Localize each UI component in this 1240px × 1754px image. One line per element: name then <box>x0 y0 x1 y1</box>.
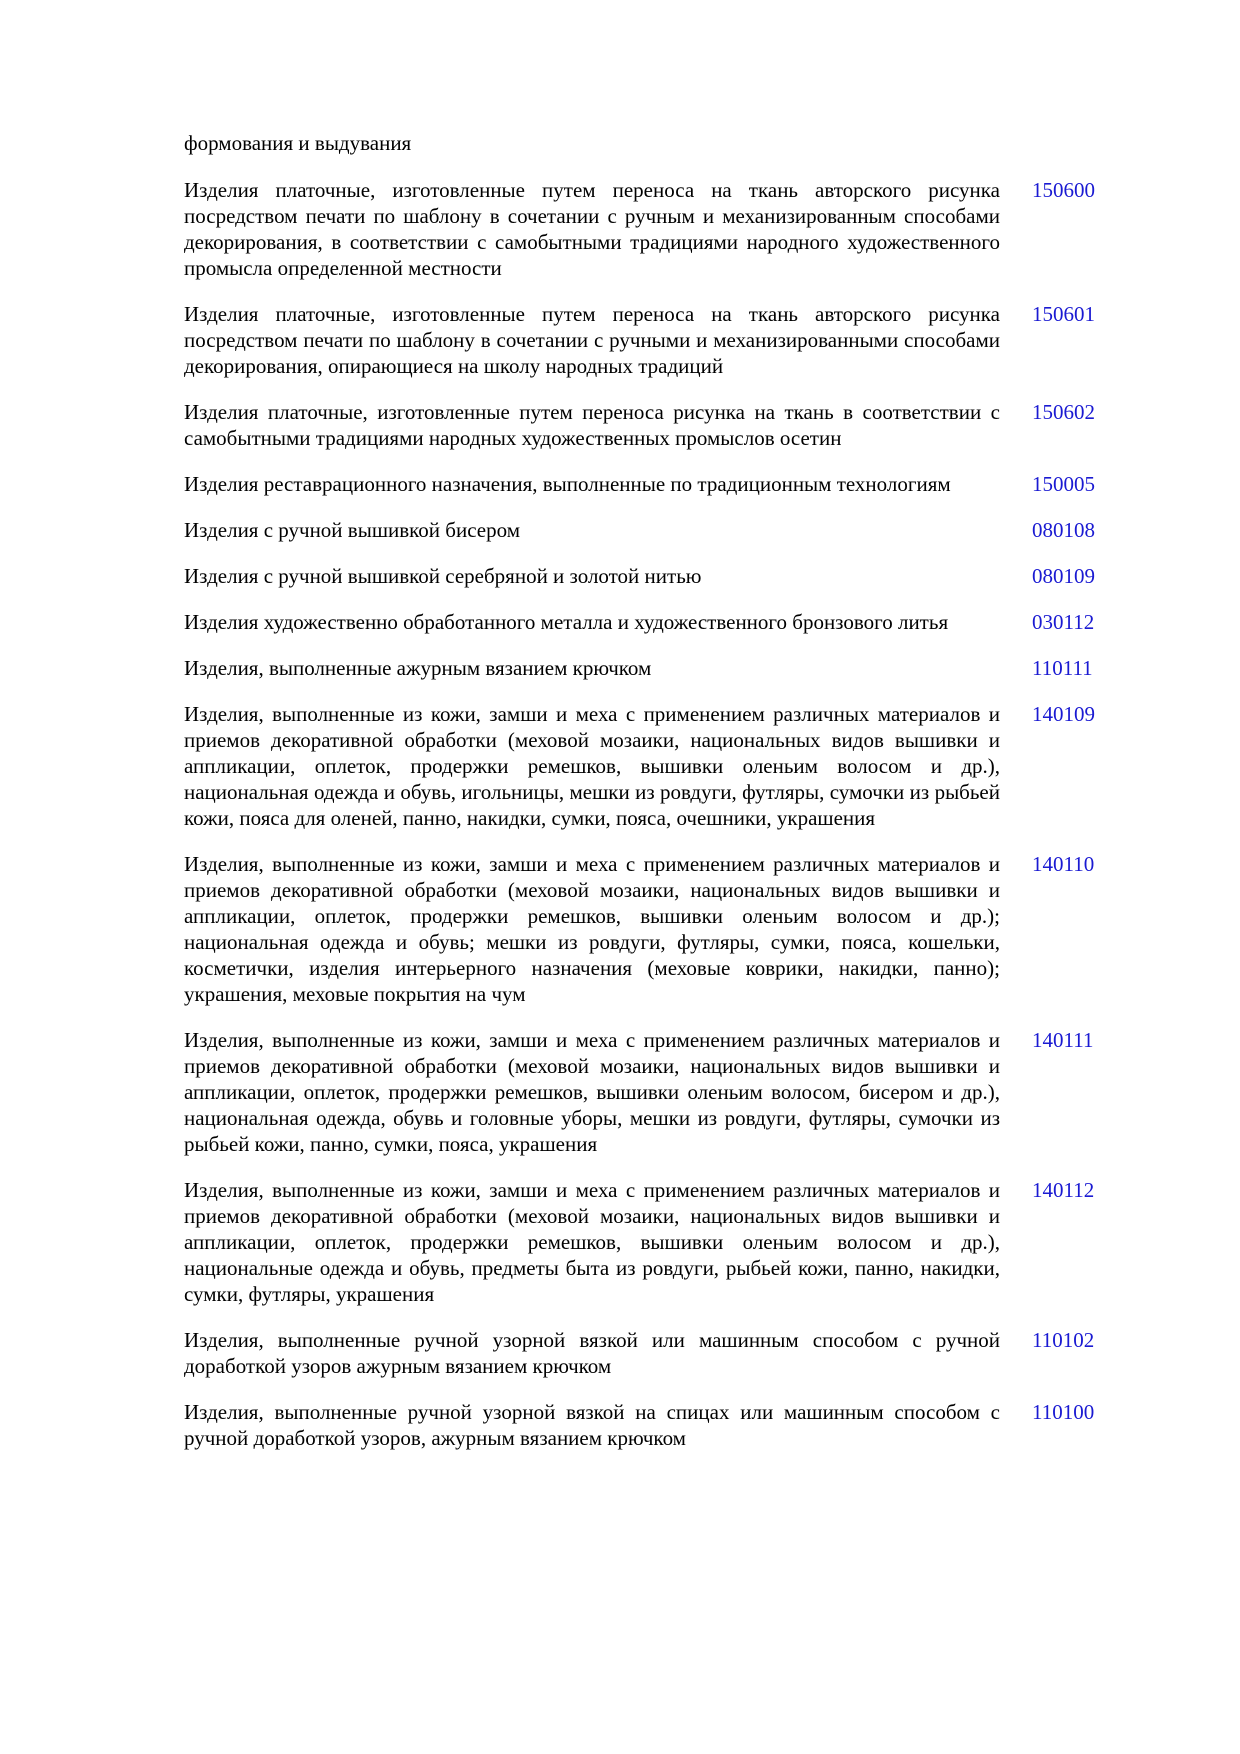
entry-description: Изделия платочные, изготовленные путем переноса на ткань авторского рисунка посредством печати по шаблону в сочетании с ручным и механизированным способами декорирования, в соответствии с самобытными традициями народного художественного промысла определенной местности <box>184 178 1000 280</box>
list-item <box>184 471 1104 497</box>
entry-description: Изделия, выполненные из кожи, замши и меха с применением различных материалов и приемов декоративной обработки (меховой мозаики, национальных видов вышивки и аппликации, оплеток, продержки ремешков, вышивки оленьим волосом и др.); национальная одежда и обувь; мешки из ровдуги, футляры, сумки, пояса, кошельки, косметички, изделия интерьерного назначения (меховые коврики, накидки, панно); украшения, меховые покрытия на чум <box>184 852 1000 1006</box>
entry-description: Изделия художественно обработанного металла и художественного бронзового литья <box>184 610 949 634</box>
entry-code: 150600 <box>1032 178 1095 202</box>
list-item <box>184 1399 1104 1451</box>
list-item <box>184 1177 1104 1307</box>
entry-description: Изделия, выполненные ручной узорной вязкой на спицах или машинным способом с ручной доработкой узоров, ажурным вязанием крючком <box>184 1400 1000 1450</box>
entry-code: 110100 <box>1032 1400 1095 1424</box>
entry-description: Изделия с ручной вышивкой серебряной и золотой нитью <box>184 564 702 588</box>
list-item <box>184 655 1104 681</box>
entries-list <box>184 177 1104 1471</box>
continuation-text: формования и выдувания <box>184 131 412 155</box>
entry-description: Изделия, выполненные из кожи, замши и меха с применением различных материалов и приемов декоративной обработки (меховой мозаики, национальных видов вышивки и аппликации, оплеток, продержки ремешков, вышивки оленьим волосом, бисером и др.), национальная одежда, обувь и головные уборы, мешки из ровдуги, футляры, сумочки из рыбьей кожи, панно, сумки, пояса, украшения <box>184 1028 1000 1156</box>
entry-code: 110111 <box>1032 656 1093 680</box>
list-item <box>184 1327 1104 1379</box>
list-item <box>184 609 1104 635</box>
entry-code: 080108 <box>1032 518 1095 542</box>
entry-code: 140109 <box>1032 702 1095 726</box>
list-item <box>184 851 1104 1007</box>
list-item <box>184 1027 1104 1157</box>
list-item <box>184 177 1104 281</box>
entry-code: 150005 <box>1032 472 1095 496</box>
entry-description: Изделия, выполненные из кожи, замши и меха с применением различных материалов и приемов декоративной обработки (меховой мозаики, национальных видов вышивки и аппликации, оплеток, продержки ремешков, вышивки оленьим волосом и др.), национальная одежда и обувь, игольницы, мешки из ровдуги, футляры, сумочки из рыбьей кожи, пояса для оленей, панно, накидки, сумки, пояса, очешники, украшения <box>184 702 1000 830</box>
entry-code: 110102 <box>1032 1328 1095 1352</box>
entry-description: Изделия платочные, изготовленные путем переноса на ткань авторского рисунка посредством печати по шаблону в сочетании с ручными и механизированными способами декорирования, опирающиеся на школу народных традиций <box>184 302 1000 378</box>
entry-code: 140111 <box>1032 1028 1094 1052</box>
entry-code: 150601 <box>1032 302 1095 326</box>
entry-description: Изделия с ручной вышивкой бисером <box>184 518 520 542</box>
entry-description: Изделия, выполненные ручной узорной вязкой или машинным способом с ручной доработкой узоров ажурным вязанием крючком <box>184 1328 1000 1378</box>
entry-description: Изделия платочные, изготовленные путем переноса рисунка на ткань в соответствии с самобытными традициями народных художественных промыслов осетин <box>184 400 1000 450</box>
entry-description: Изделия реставрационного назначения, выполненные по традиционным технологиям <box>184 472 951 496</box>
entry-description: Изделия, выполненные из кожи, замши и меха с применением различных материалов и приемов декоративной обработки (меховой мозаики, национальных видов вышивки и аппликации, оплеток, продержки ремешков, вышивки оленьим волосом и др.), национальные одежда и обувь, предметы быта из ровдуги, рыбьей кожи, панно, накидки, сумки, футляры, украшения <box>184 1178 1000 1306</box>
entry-code: 140112 <box>1032 1178 1095 1202</box>
list-item <box>184 701 1104 831</box>
entry-code: 080109 <box>1032 564 1095 588</box>
list-item <box>184 517 1104 543</box>
list-item <box>184 563 1104 589</box>
entry-code: 150602 <box>1032 400 1095 424</box>
entry-code: 030112 <box>1032 610 1095 634</box>
entry-code: 140110 <box>1032 852 1095 876</box>
list-item <box>184 301 1104 379</box>
entry-description: Изделия, выполненные ажурным вязанием крючком <box>184 656 652 680</box>
list-item <box>184 399 1104 451</box>
